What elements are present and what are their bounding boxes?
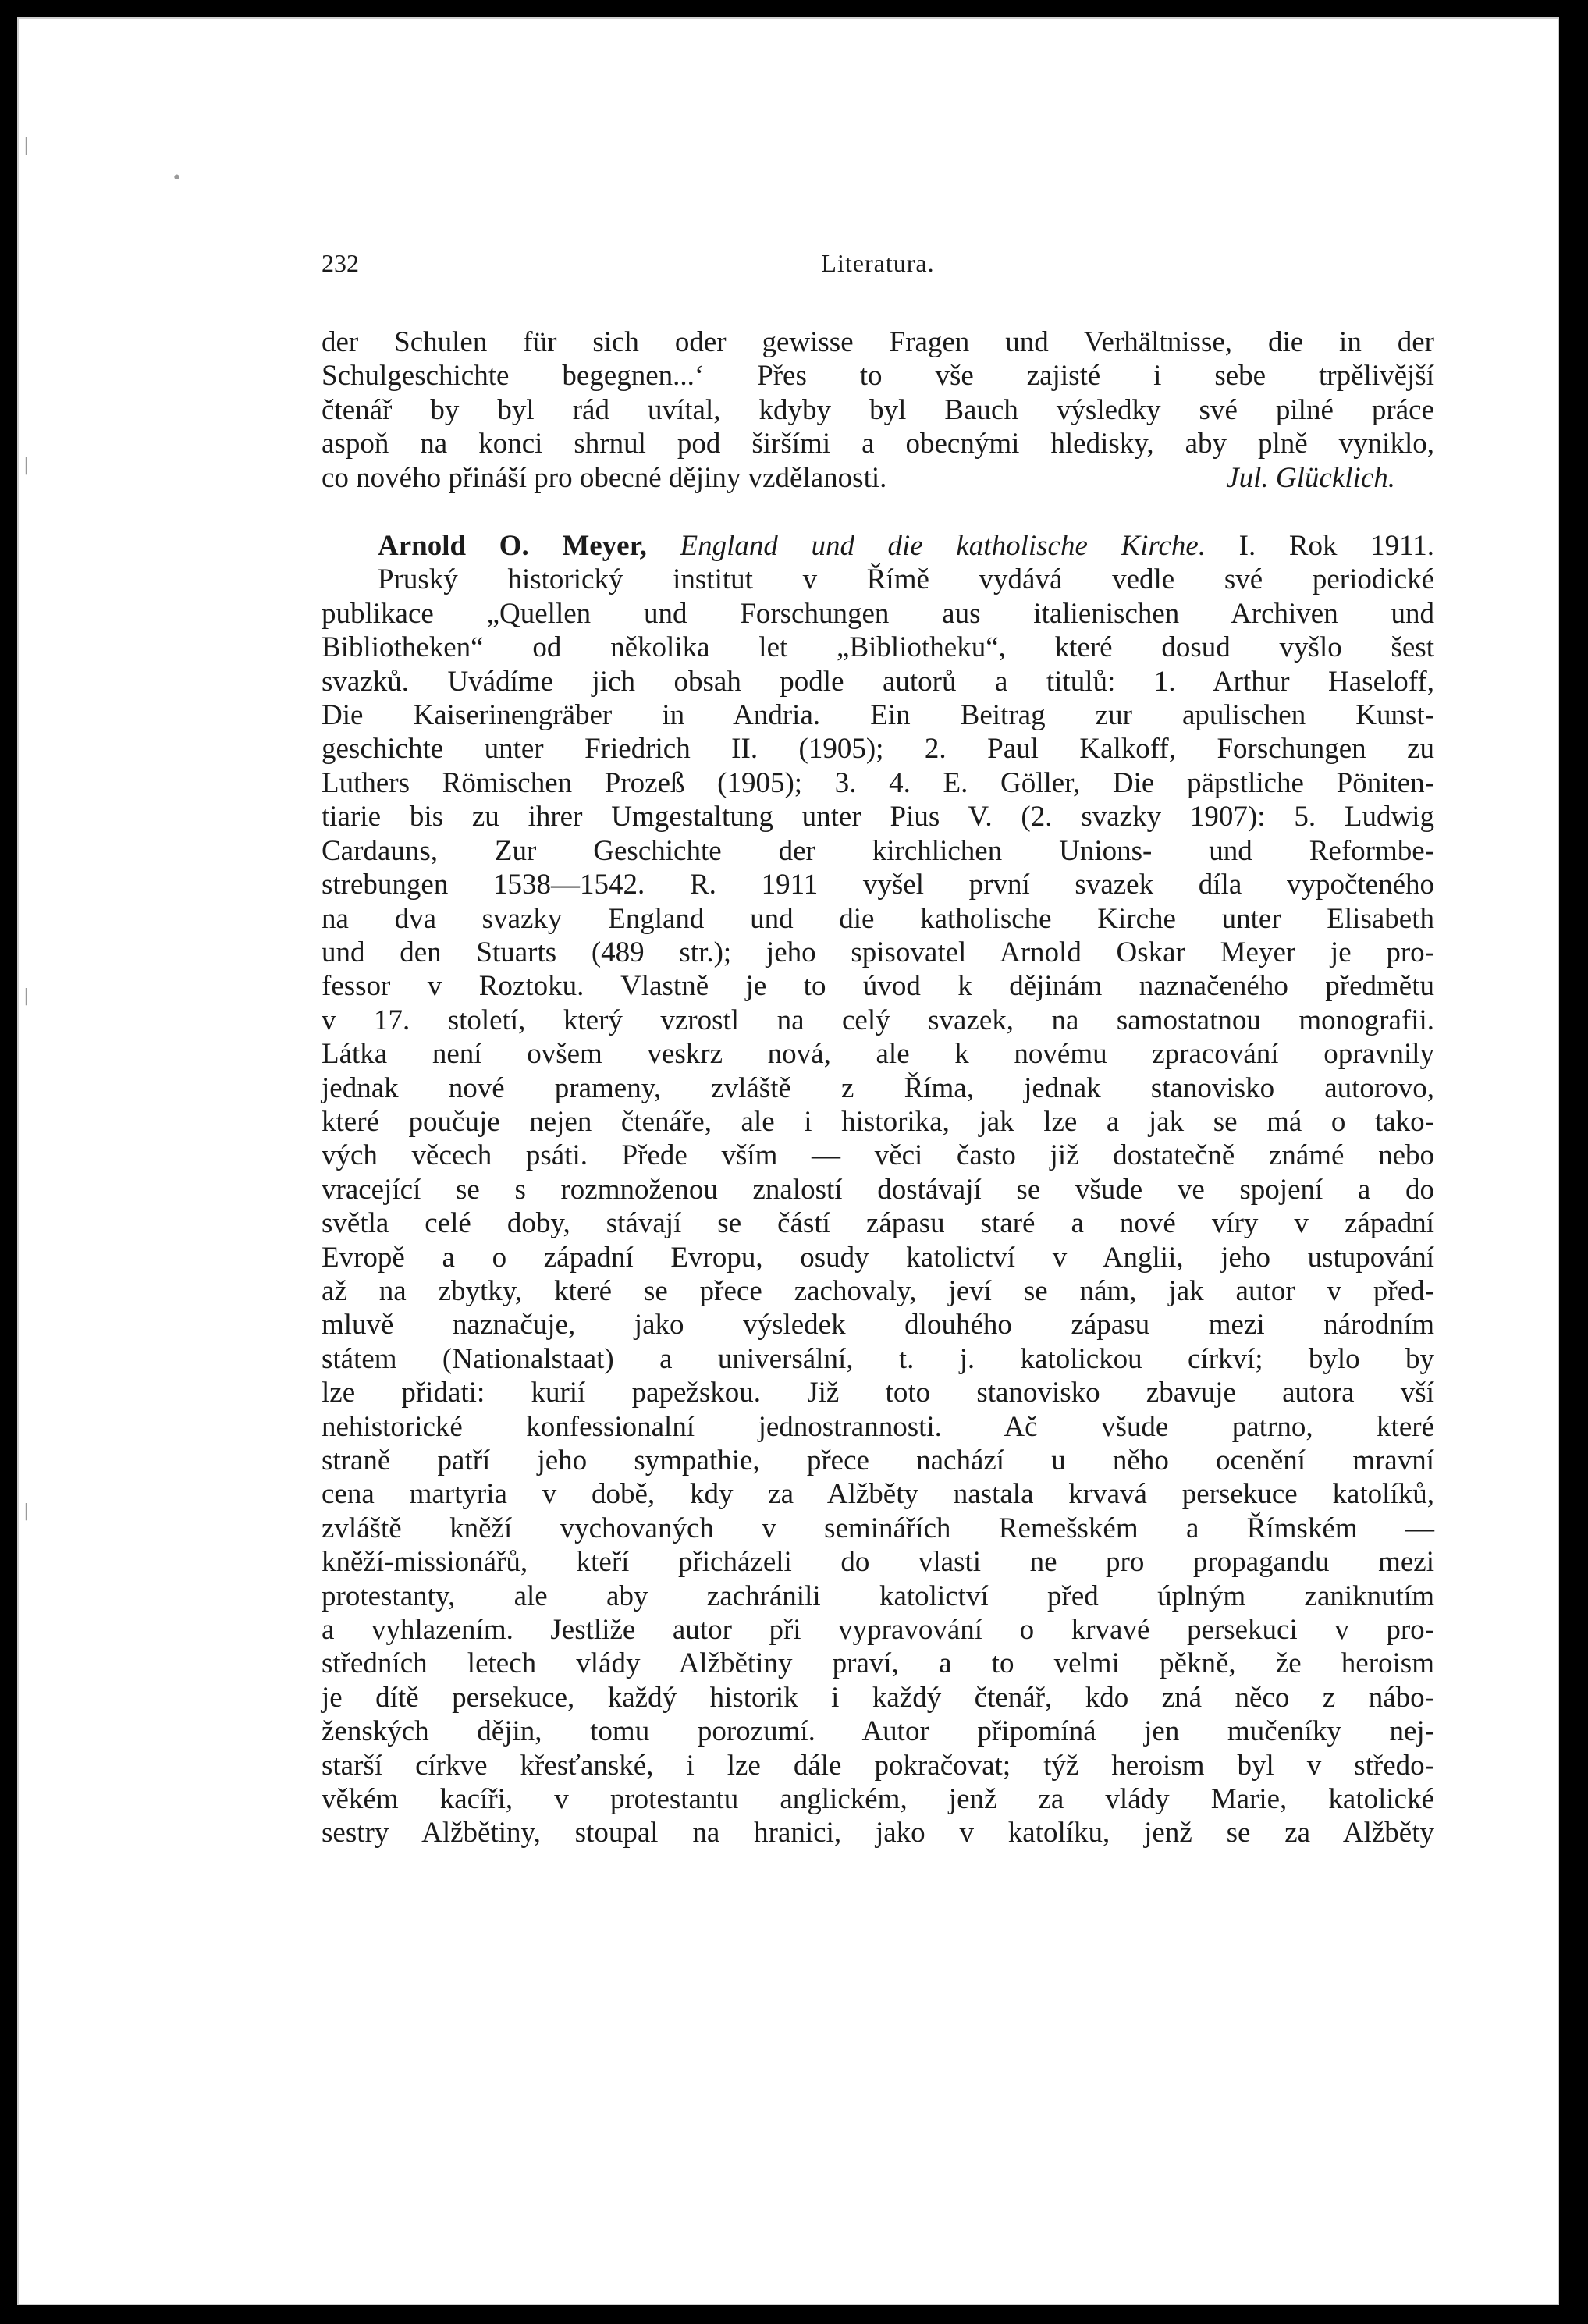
reviewer-signature: Jul. Glücklich. — [1226, 461, 1395, 494]
closing-line — [322, 461, 1434, 495]
margin-scan-mark: | — [23, 986, 30, 1006]
margin-dot: • — [172, 169, 182, 188]
text-line: publikace „Quellen und Forschungen aus italienischen Archiven und — [322, 597, 1434, 630]
text-line: aspoň na konci shrnul pod širšími a obecnými hledisky, aby plně vyniklo, — [322, 428, 1434, 460]
text-line: středních letech vlády Alžbětiny praví, a to velmi pěkně, že heroism — [322, 1647, 1434, 1680]
book-page — [17, 17, 1559, 2305]
text-line: cena martyria v době, kdy za Alžběty nastala krvavá persekuce katolíků, — [322, 1478, 1434, 1511]
running-title: Literatura. — [821, 249, 935, 277]
text-line: Bibliotheken“ od několika let „Bibliotheku“, které dosud vyšlo šest — [322, 631, 1434, 664]
review-author: Arnold O. Meyer, — [378, 530, 647, 563]
margin-scan-mark: | — [23, 1501, 30, 1521]
text-line: na dva svazky England und die katholische Kirche unter Elisabeth — [322, 902, 1434, 935]
text-line: protestanty, ale aby zachránili katolictví před úplným zaniknutím — [322, 1580, 1434, 1612]
text-line: vracející se s rozmnoženou znalostí dostávají se všude ve spojení a do — [322, 1173, 1434, 1206]
text-line: co nového přináší pro obecné dějiny vzdělanosti. — [322, 461, 887, 494]
text-line: věkém kacíři, v protestantu anglickém, jenž za vlády Marie, katolické — [322, 1783, 1434, 1816]
text-line: mluvě naznačuje, jako výsledek dlouhého zápasu mezi národním — [322, 1309, 1434, 1341]
text-line: Evropě a o západní Evropu, osudy katolictví v Anglii, jeho ustupování — [322, 1241, 1434, 1274]
text-line: kněží-missionářů, kteří přicházeli do vlasti ne pro propagandu mezi — [322, 1546, 1434, 1579]
text-line: tiarie bis zu ihrer Umgestaltung unter Pius V. (2. svazky 1907): 5. Ludwig — [322, 801, 1434, 833]
review-book-title: England und die katholische Kirche. — [680, 530, 1206, 563]
review-section — [322, 529, 1434, 1850]
section-gap — [322, 495, 1434, 529]
text-line: der Schulen für sich oder gewisse Fragen und Verhältnisse, die in der — [322, 326, 1434, 358]
text-line: vých věcech psáti. Přede vším — věci často již dostatečně známé nebo — [322, 1139, 1434, 1172]
text-line: Luthers Römischen Prozeß (1905); 3. 4. E. Göller, Die päpstliche Pöniten- — [322, 766, 1434, 799]
text-line: svazků. Uvádíme jich obsah podle autorů a titulů: 1. Arthur Haseloff, — [322, 665, 1434, 698]
text-line: zvláště kněží vychovaných v seminářích Remešském a Římském — — [322, 1512, 1434, 1544]
text-line: straně patří jeho sympathie, přece nachází u něho ocenění mravní — [322, 1445, 1434, 1476]
text-line: Die Kaiserinengräber in Andria. Ein Beitrag zur apulischen Kunst- — [322, 699, 1434, 732]
text-line: starší církve křesťanské, i lze dále pokračovat; týž heroism byl v středo- — [322, 1749, 1434, 1782]
text-line: světla celé doby, stávají se částí zápasu staré a nové víry v západní — [322, 1207, 1434, 1240]
text-line: až na zbytky, které se přece zachovaly, jeví se nám, jak autor v před- — [322, 1274, 1434, 1307]
text-line: Látka není ovšem veskrz nová, ale k novému zpracování opravnily — [322, 1038, 1434, 1071]
text-line: Schulgeschichte begegnen...‘ Přes to vše zajisté i sebe trpělivější — [322, 360, 1434, 393]
text-line: fessor v Roztoku. Vlastně je to úvod k dějinám naznačeného předmětu — [322, 970, 1434, 1003]
text-line: Cardauns, Zur Geschichte der kirchlichen Unions- und Reformbe- — [322, 834, 1434, 867]
page-header — [322, 247, 1434, 282]
margin-scan-mark: | — [23, 136, 30, 155]
previous-review-ending — [322, 325, 1434, 495]
text-line: strebungen 1538—1542. R. 1911 vyšel první svazek díla vypočteného — [322, 869, 1434, 901]
review-heading — [322, 529, 1434, 563]
text-line: které poučuje nejen čtenáře, ale i historika, jak lze a jak se má o tako- — [322, 1105, 1434, 1138]
text-line: lze přidati: kurií papežskou. Již toto stanovisko zbavuje autora vší — [322, 1377, 1434, 1409]
text-line: státem (Nationalstaat) a universální, t. j. katolickou církví; bylo by — [322, 1342, 1434, 1375]
text-line: sestry Alžbětiny, stoupal na hranici, jako v katolíku, jenž se za Alžběty — [322, 1817, 1434, 1850]
text-line: a vyhlazením. Jestliže autor při vypravování o krvavé persekuci v pro- — [322, 1614, 1434, 1647]
text-line: čtenář by byl rád uvítal, kdyby byl Bauch výsledky své pilné práce — [322, 393, 1434, 426]
text-line: ženských dějin, tomu porozumí. Autor připomíná jen mučeníky nej- — [322, 1715, 1434, 1748]
text-line: Pruský historický institut v Římě vydává vedle své periodické — [378, 563, 1434, 596]
text-line: nehistorické konfessionalní jednostrannosti. Ač všude patrno, které — [322, 1410, 1434, 1443]
text-block — [322, 247, 1434, 1850]
text-line: jednak nové prameny, zvláště z Říma, jednak stanovisko autorovo, — [322, 1071, 1434, 1104]
review-volume-year: I. Rok 1911. — [1238, 530, 1435, 563]
text-line: und den Stuarts (489 str.); jeho spisovatel Arnold Oskar Meyer je pro- — [322, 936, 1434, 968]
margin-scan-mark: | — [23, 456, 30, 475]
text-line: je dítě persekuce, každý historik i každý čtenář, kdo zná něco z nábo- — [322, 1681, 1434, 1714]
page-number: 232 — [322, 249, 359, 277]
text-line: v 17. století, který vzrostl na celý svazek, na samostatnou monografii. — [322, 1004, 1434, 1036]
text-line: geschichte unter Friedrich II. (1905); 2. Paul Kalkoff, Forschungen zu — [322, 733, 1434, 766]
